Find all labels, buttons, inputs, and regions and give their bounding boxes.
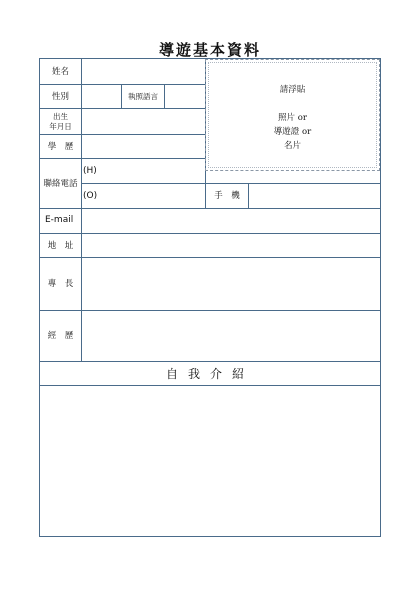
photo-instruction-line2: 照片 or (278, 113, 307, 123)
mobile-input[interactable] (249, 184, 380, 208)
mobile-label: 手 機 (214, 191, 240, 201)
page-title: 導遊基本資料 (158, 41, 261, 59)
phone-home-label: (H) (83, 166, 97, 176)
specialty-label: 專 長 (47, 279, 74, 289)
email-input[interactable] (82, 209, 380, 233)
phone-home-input[interactable] (100, 159, 205, 183)
phone-label: 聯絡電話 (43, 178, 78, 189)
education-input[interactable] (82, 135, 205, 158)
gender-label: 性別 (51, 91, 69, 102)
birth-date-label (40, 109, 81, 134)
address-input[interactable] (82, 234, 380, 257)
gender-input[interactable] (82, 85, 121, 108)
experience-label: 經 歷 (47, 331, 74, 341)
photo-instruction-line4: 名片 (283, 141, 301, 151)
email-label: E-mail (45, 215, 74, 225)
photo-instruction-line3: 導遊證 or (273, 127, 312, 137)
birth-date-input[interactable] (82, 109, 205, 134)
license-language-input[interactable] (165, 85, 205, 108)
phone-office-label: (O) (83, 191, 98, 201)
address-label: 地 址 (47, 240, 74, 251)
name-label: 姓名 (51, 66, 69, 77)
name-input[interactable] (82, 59, 205, 84)
experience-input[interactable] (82, 311, 380, 361)
phone-office-input[interactable] (100, 184, 205, 208)
specialty-input[interactable] (82, 258, 380, 310)
self-intro-input[interactable] (40, 386, 380, 536)
birth-date-label-line1: 出生 (53, 111, 68, 121)
education-label: 學 歷 (47, 141, 74, 152)
photo-instruction-line1: 請浮貼 (279, 85, 306, 95)
birth-date-label-line2: 年月日 (49, 121, 72, 131)
license-language-label: 執照語言 (128, 92, 158, 101)
self-intro-heading: 自我介紹 (165, 366, 254, 381)
